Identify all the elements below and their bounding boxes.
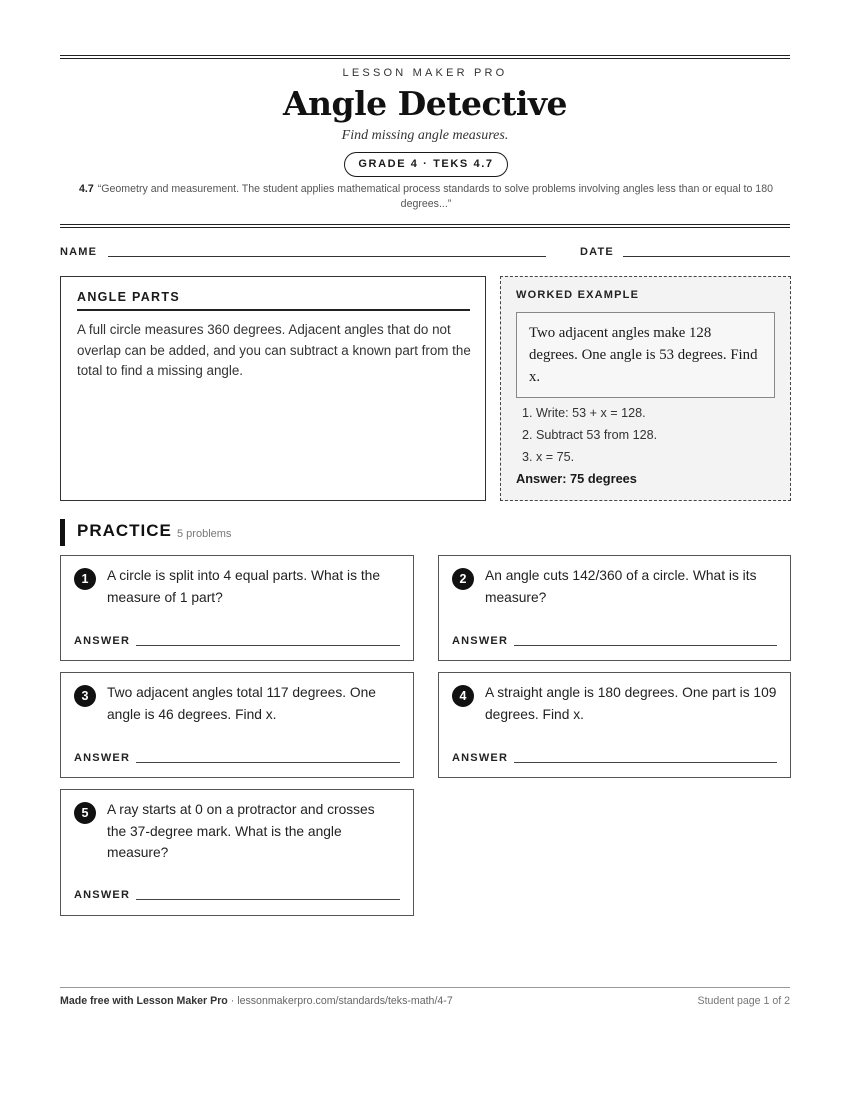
name-field[interactable] [108,256,546,257]
angle-parts-heading: ANGLE PARTS [77,290,470,311]
problem-number-badge: 3 [74,685,96,707]
problem-card-4 [438,672,791,778]
answer-label: ANSWER [74,889,131,901]
worked-example-step: 3. x = 75. [522,450,575,464]
top-double-rule [60,55,790,59]
header-bottom-double-rule [60,224,790,228]
problem-text: A circle is split into 4 equal parts. What is the measure of 1 part? [107,568,380,605]
problem-text: A ray starts at 0 on a protractor and crosses the 37-degree mark. What is the angle measure? [107,802,375,860]
footer-url: · lessonmakerpro.com/standards/teks-math/4-7 [227,995,453,1007]
page-title: Angle Detective [282,84,568,123]
grade-badge: GRADE 4 · TEKS 4.7 [344,152,508,177]
worked-example-steps [522,402,782,468]
problem-number-badge: 4 [452,685,474,707]
footer-credit [60,995,453,1007]
date-label: DATE [580,246,614,258]
answer-label: ANSWER [74,752,131,764]
problem-card-2 [438,555,791,661]
standard-description [60,182,792,212]
page-subtitle: Find missing angle measures. [341,128,509,143]
problem-number-badge: 5 [74,802,96,824]
worked-example-step: 1. Write: 53 + x = 128. [522,406,646,420]
standard-text: “Geometry and measurement. The student applies mathematical process standards to solve problems involving angles less than or equal to 180 degrees...” [97,183,773,210]
problem-text: A straight angle is 180 degrees. One part is 109 degrees. Find x. [485,685,777,722]
answer-label: ANSWER [452,635,509,647]
footer-made-with: Made free with Lesson Maker Pro [60,995,228,1007]
problem-card-3 [60,672,414,778]
name-label: NAME [60,246,98,258]
answer-label: ANSWER [452,752,509,764]
worked-example-answer: Answer: 75 degrees [516,471,637,486]
worked-example-step: 2. Subtract 53 from 128. [522,428,658,442]
answer-field-4[interactable] [514,762,777,763]
practice-title: PRACTICE [77,521,172,540]
date-field[interactable] [623,256,790,257]
answer-field-3[interactable] [136,762,400,763]
angle-parts-body: A full circle measures 360 degrees. Adjacent angles that do not overlap can be added, and you can subtract a known part from the total to find a missing angle. [77,322,471,378]
worked-example-heading: WORKED EXAMPLE [516,289,640,301]
problem-number-badge: 1 [74,568,96,590]
brand-name: LESSON MAKER PRO [342,67,508,79]
footer-page-number: Student page 1 of 2 [697,995,790,1007]
problem-text: Two adjacent angles total 117 degrees. One angle is 46 degrees. Find x. [107,685,376,722]
practice-count: 5 problems [177,528,232,540]
problem-number-badge: 2 [452,568,474,590]
footer-rule [60,987,790,988]
angle-parts-box [60,276,486,501]
answer-label: ANSWER [74,635,131,647]
worked-example-problem: Two adjacent angles make 128 degrees. One angle is 53 degrees. Find x. [516,312,775,398]
answer-field-1[interactable] [136,645,400,646]
standard-code: 4.7 [79,183,94,195]
worked-example-box [500,276,791,501]
answer-field-2[interactable] [514,645,777,646]
problem-card-5 [60,789,414,916]
problem-text: An angle cuts 142/360 of a circle. What is its measure? [485,568,757,605]
practice-accent-bar [60,519,65,546]
answer-field-5[interactable] [136,899,400,900]
problem-card-1 [60,555,414,661]
